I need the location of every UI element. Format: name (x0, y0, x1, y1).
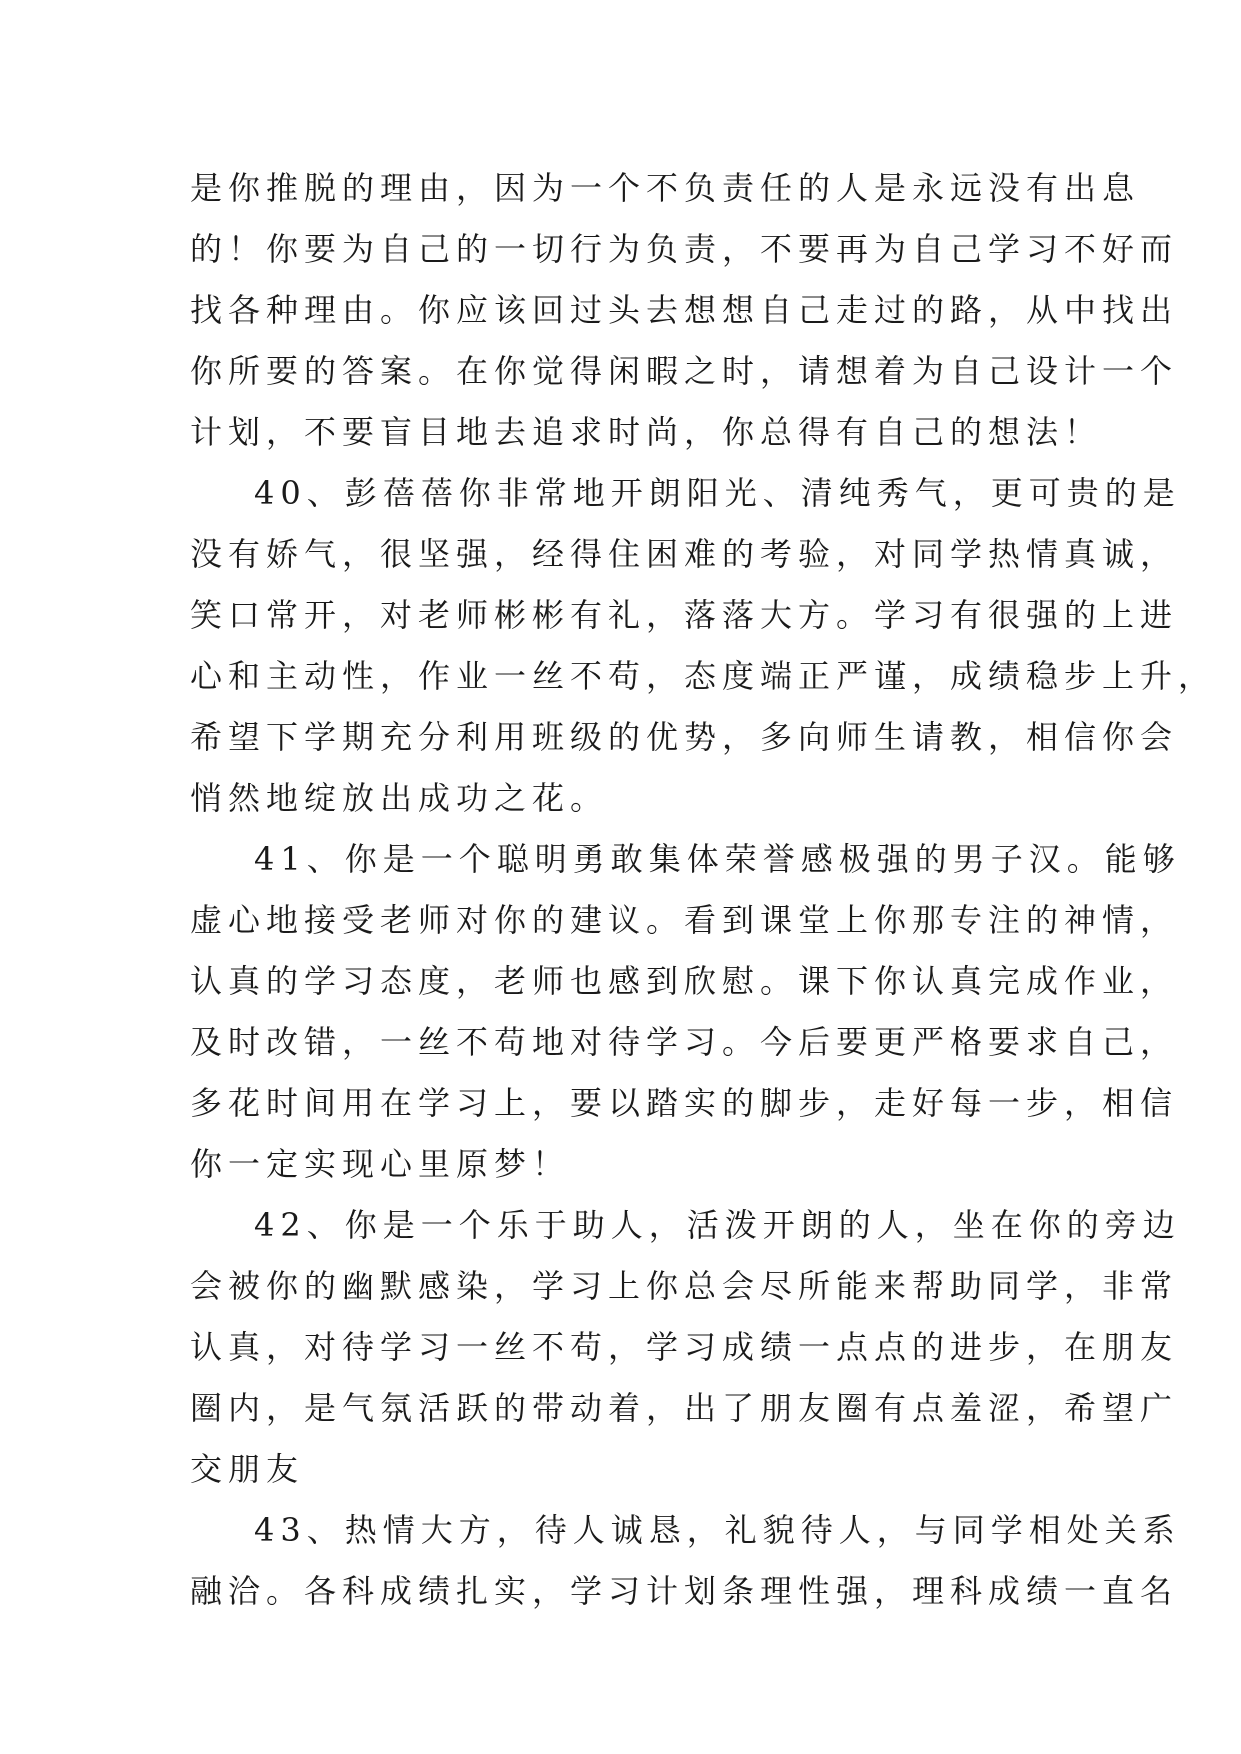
text-line: 你所要的答案。在你觉得闲暇之时，请想着为自己设计一个 (190, 352, 1179, 390)
text-line: 找各种理由。你应该回过头去想想自己走过的路，从中找出 (190, 291, 1179, 329)
paragraph-start-line: 40、彭蓓蓓你非常地开朗阳光、清纯秀气，更可贵的是 (254, 474, 1181, 512)
paragraph-start-line: 42、你是一个乐于助人，活泼开朗的人，坐在你的旁边 (254, 1206, 1181, 1244)
text-line: 笑口常开，对老师彬彬有礼，落落大方。学习有很强的上进 (190, 596, 1179, 634)
text-line: 心和主动性，作业一丝不苟，态度端正严谨，成绩稳步上升， (190, 657, 1217, 695)
text-line: 希望下学期充分利用班级的优势，多向师生请教，相信你会 (190, 718, 1179, 756)
text-line: 虚心地接受老师对你的建议。看到课堂上你那专注的神情， (190, 901, 1179, 939)
text-line: 没有娇气，很坚强，经得住困难的考验，对同学热情真诚， (190, 535, 1179, 573)
paragraph-start-line: 43、热情大方，待人诚恳，礼貌待人，与同学相处关系 (254, 1511, 1181, 1549)
text-line: 你一定实现心里原梦！ (190, 1145, 571, 1183)
text-line: 计划，不要盲目地去追求时尚，你总得有自己的想法！ (190, 413, 1103, 451)
paragraph-start-line: 41、你是一个聪明勇敢集体荣誉感极强的男子汉。能够 (254, 840, 1181, 878)
text-line: 融洽。各科成绩扎实，学习计划条理性强，理科成绩一直名 (190, 1572, 1179, 1610)
text-line: 会被你的幽默感染，学习上你总会尽所能来帮助同学，非常 (190, 1267, 1179, 1305)
text-line: 悄然地绽放出成功之花。 (190, 779, 609, 817)
text-line: 认真，对待学习一丝不苟，学习成绩一点点的进步，在朋友 (190, 1328, 1179, 1366)
text-line: 多花时间用在学习上，要以踏实的脚步，走好每一步，相信 (190, 1084, 1179, 1122)
text-line: 的！你要为自己的一切行为负责，不要再为自己学习不好而 (190, 230, 1179, 268)
document-body (190, 158, 1217, 1622)
text-line: 交朋友 (190, 1450, 305, 1488)
text-line: 圈内，是气氛活跃的带动着，出了朋友圈有点羞涩，希望广 (190, 1389, 1179, 1427)
text-line: 及时改错，一丝不苟地对待学习。今后要更严格要求自己， (190, 1023, 1179, 1061)
text-line: 认真的学习态度，老师也感到欣慰。课下你认真完成作业， (190, 962, 1179, 1000)
text-line: 是你推脱的理由，因为一个不负责任的人是永远没有出息 (190, 169, 1141, 207)
